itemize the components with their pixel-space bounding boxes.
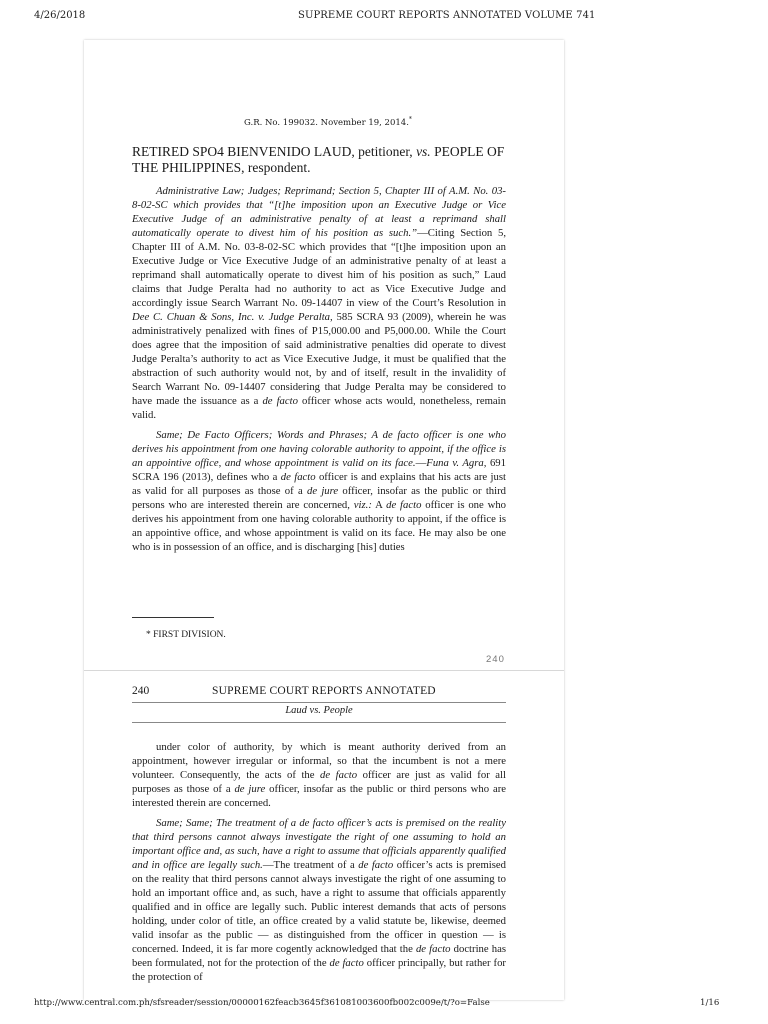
syllabus-4-text-a: —The treatment of a	[262, 859, 359, 871]
syllabus-2-term-c: de facto	[386, 499, 422, 511]
running-page-number: 240	[132, 685, 150, 697]
syllabus-1-heading: Administrative Law; Judges; Reprimand; Section 5, Chapter III of A.M. No. 03-8-02-SC which provides that “[t]he imposition upon an Executive Judge or Vice Executive Judge of an administrative penalty of at least a reprimand shall automatically operate to divest him of his position as such.”	[132, 185, 506, 239]
gr-number-line	[244, 116, 412, 128]
syllabus-paragraph-2	[132, 428, 506, 554]
syllabus-2-viz: viz.:	[353, 499, 372, 511]
syllabus-paragraph-1	[132, 184, 506, 422]
syllabus-2-dash: —	[415, 457, 427, 469]
running-header-rule-top	[132, 702, 506, 703]
syllabus-2-text-b: officer is and explains that his acts are just as valid for all purposes as those of a	[132, 471, 506, 497]
print-title: SUPREME COURT REPORTS ANNOTATED VOLUME 741	[298, 10, 596, 21]
syllabus-4-term-b: de facto	[415, 943, 451, 955]
print-url: http://www.central.com.ph/sfsreader/session/00000162feacb3645f361081003600fb002c009e/t/?o=False	[34, 998, 490, 1008]
syllabus-block-2	[132, 740, 506, 990]
syllabus-4-text-d: officer principally, but rather for the protection of	[132, 957, 506, 983]
syllabus-2-term-a: de facto	[280, 471, 316, 483]
syllabus-3-text-a: under color of authority, by which is meant authority derived from an appointment, however irregular or informal, so that the incumbent is not a mere volunteer. Consequently, the acts of the	[132, 741, 506, 781]
syllabus-2-text-a: 691 SCRA 196 (2013), defines who a	[132, 457, 506, 483]
print-page-count: 1/16	[700, 998, 720, 1008]
syllabus-2-text-c: officer, insofar as the public or third persons who are interested therein are concerned,	[132, 485, 507, 511]
syllabus-3-text-b: officer are just as valid for all purposes as those of a	[132, 769, 506, 795]
syllabus-4-heading: Same; Same; The treatment of a de facto officer’s acts is premised on the reality that third persons cannot always investigate the right of one assuming to hold an important office and, as such, have a right to assume that officials apparently qualified and in office are legally such.	[132, 817, 506, 871]
page-break-divider	[84, 670, 564, 671]
running-journal-title: SUPREME COURT REPORTS ANNOTATED	[212, 685, 436, 697]
footnote-divider	[132, 617, 214, 618]
gr-number-text: G.R. No. 199032. November 19, 2014.	[244, 117, 409, 128]
syllabus-2-case-citation: Funa v. Agra,	[426, 457, 487, 469]
syllabus-1-case-citation: Dee C. Chuan & Sons, Inc. v. Judge Peralta,	[132, 311, 333, 323]
syllabus-1-text-b: 585 SCRA 93 (2009), wherein he was administratively penalized with fines of P15,000.00 and P5,000.00. While the Court does agree that the imposition of said administrative penalties did operate to divest Judge Peralta’s authority to act as Vice Executive Judge, it must be qualified that the abstraction of such authority would not, by and of itself, result in the invalidity of Search Warrant No. 09-14407 considering that Judge Peralta may be considered to have made the issuance as a	[132, 311, 507, 407]
syllabus-2-term-b: de jure	[306, 485, 339, 497]
syllabus-2-text-d: A	[371, 499, 387, 511]
syllabus-4-text-b: officer’s acts is premised on the reality that third persons cannot always investigate the right of one assuming to hold an important office and, as such, have a right to assume that officials apparently qualified and in office are legally such. Public interest demands that acts of persons holding, under color of title, an office created by a valid statute be, likewise, deemed valid insofar as the public — as distinguished from the officer in question — is concerned. Indeed, it is far more cogently acknowledged that the	[132, 859, 507, 955]
syllabus-1-text-c: officer whose acts would, nonetheless, remain valid.	[132, 395, 506, 421]
syllabus-2-heading: Same; De Facto Officers; Words and Phrases; A de facto officer is one who derives his appointment from one having colorable authority to appoint, if the office is an appointive office, and whose appointment is valid on its face.	[132, 429, 506, 469]
footnote: * FIRST DIVISION.	[146, 630, 226, 640]
case-title	[132, 144, 512, 176]
syllabus-4-text-c: doctrine has been formulated, not for the protection of the	[132, 943, 506, 969]
syllabus-1-text-a: —Citing Section 5, Chapter III of A.M. No. 03-8-02-SC which provides that “[t]he imposition upon an Executive Judge or Vice Executive Judge of an administrative penalty of at least a reprimand shall automatically operate to divest him of his position as such,” Laud claims that Judge Peralta had no authority to act as Vice Executive Judge and accordingly issue Search Warrant No. 09-14407 in view of the Court’s Resolution in	[132, 227, 506, 309]
case-title-respondent: PEOPLE OF THE PHILIPPINES, respondent.	[132, 144, 505, 175]
gr-footnote-marker: *	[408, 116, 412, 123]
syllabus-1-term: de facto	[262, 395, 298, 407]
syllabus-block-1	[132, 184, 506, 560]
syllabus-paragraph-3	[132, 740, 506, 810]
running-header-rule-bottom	[132, 722, 506, 723]
case-title-vs: vs.	[416, 144, 431, 159]
case-title-petitioner: RETIRED SPO4 BIENVENIDO LAUD, petitioner,	[132, 144, 413, 159]
syllabus-2-text-e: officer is one who derives his appointment from one having colorable authority to appoint, if the office is an appointive office, and whose appointment is valid on its face. He may also be one who is in possession of an office, and is discharging [his] duties	[132, 499, 507, 553]
syllabus-3-term-b: de jure	[234, 783, 266, 795]
print-date: 4/26/2018	[34, 10, 86, 21]
page-number: 240	[486, 654, 505, 665]
syllabus-4-term-a: de facto	[358, 859, 394, 871]
syllabus-paragraph-4	[132, 816, 506, 984]
syllabus-4-term-c: de facto	[329, 957, 364, 969]
running-parties: Laud vs. People	[285, 705, 353, 716]
syllabus-3-term-a: de facto	[320, 769, 358, 781]
syllabus-3-text-c: officer, insofar as the public or third persons who are interested therein are concerned.	[132, 783, 506, 809]
